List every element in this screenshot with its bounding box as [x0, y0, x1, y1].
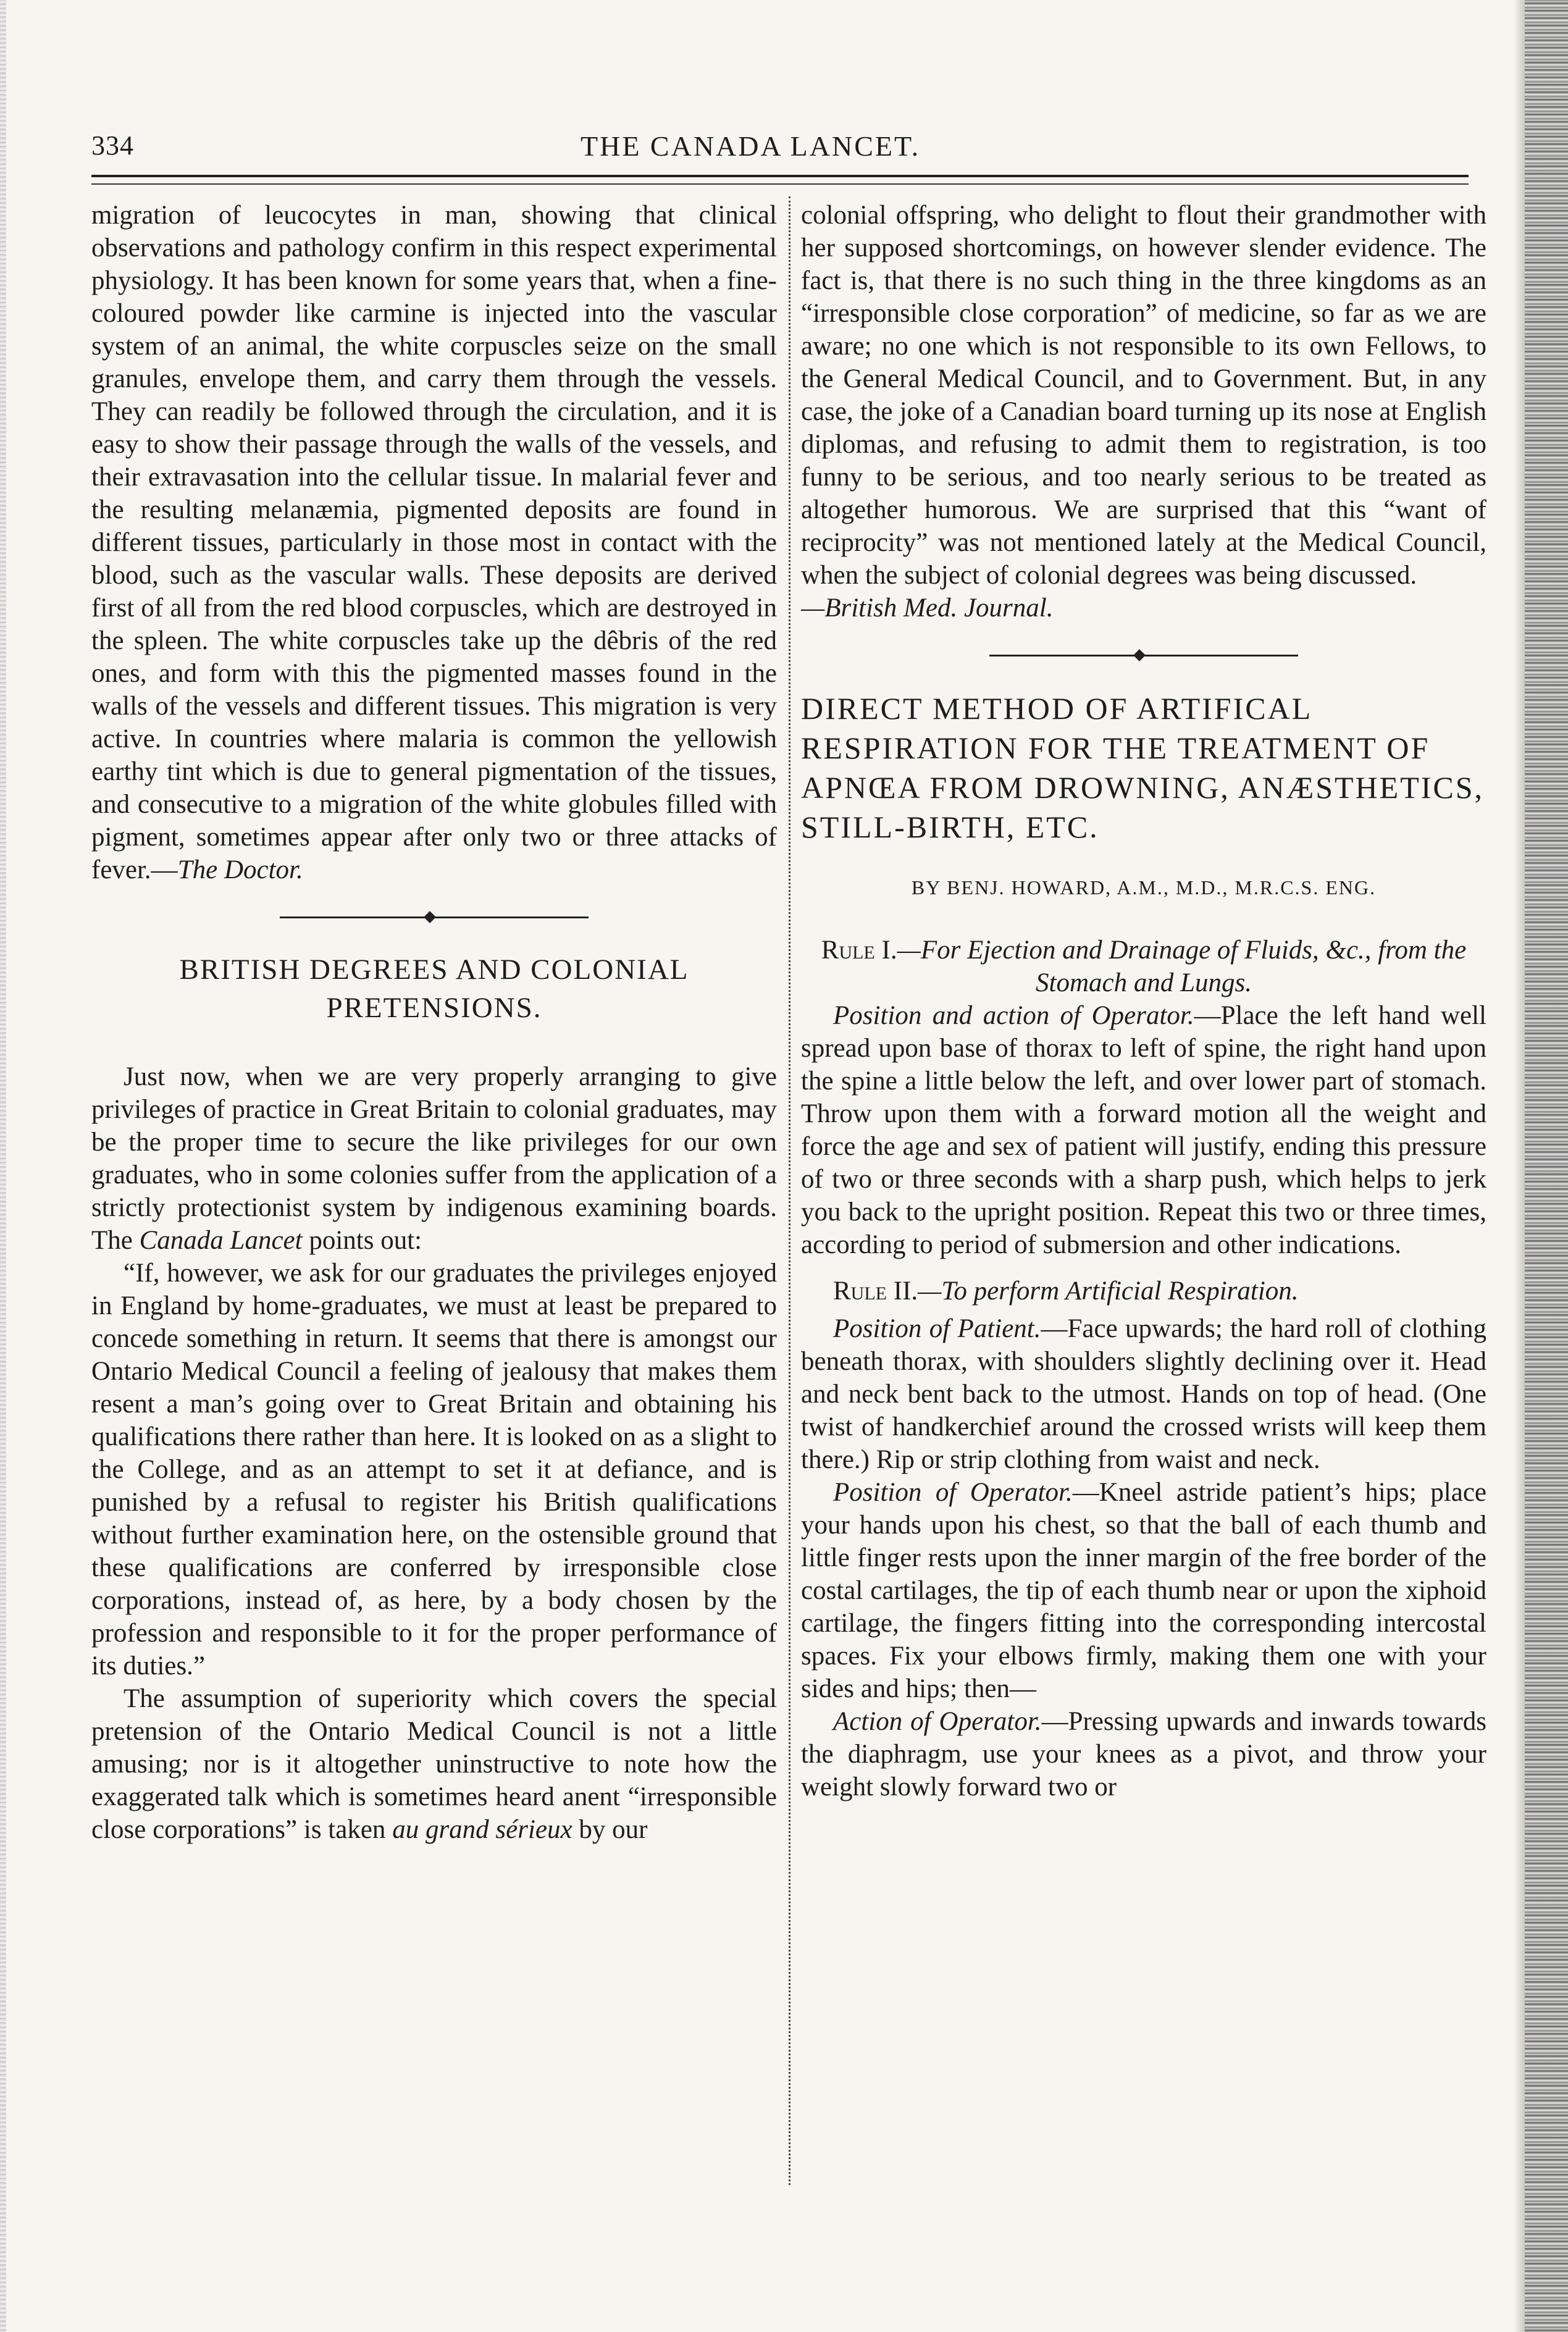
paragraph	[801, 1476, 1486, 1705]
rule-title: —For Ejection and Drainage of Fluids, &c., from the Stomach and Lungs.	[897, 936, 1467, 997]
paragraph	[91, 1682, 777, 1846]
column-separator	[789, 196, 790, 2185]
rule-label: Rule II.	[833, 1277, 918, 1306]
paragraph-heading: Position of Patient.	[833, 1314, 1041, 1343]
paragraph-heading: Action of Operator.	[833, 1707, 1042, 1736]
rule-label: Rule I.	[821, 936, 897, 965]
paragraph	[801, 1312, 1486, 1476]
paragraph	[801, 199, 1486, 592]
paragraph-heading: Position and action of Operator.	[833, 1001, 1194, 1030]
page-binding-shadow	[1514, 0, 1525, 2332]
paragraph-text: —Face upwards; the hard roll of clothing beneath thorax, with shoulders slightly declining over it. Head and neck bent back to the utmost. Hands on top of head. (One twist of handkerchief around the crossed wrists will keep them there.) Rip or strip clothing from waist and neck.	[801, 1314, 1486, 1474]
source-citation	[801, 592, 1486, 624]
paragraph	[801, 1705, 1486, 1803]
rule-heading	[801, 934, 1486, 999]
byline: BY BENJ. HOWARD, A.M., M.D., M.R.C.S. ENG.	[911, 876, 1377, 899]
italic-phrase: au grand sérieux	[392, 1815, 572, 1844]
rule-heading	[801, 1275, 1486, 1307]
rule-title: —To perform Artificial Respiration.	[918, 1277, 1299, 1306]
section-title: BRITISH DEGREES AND COLONIAL PRETENSIONS.	[179, 954, 689, 1024]
paragraph	[91, 1060, 777, 1257]
paragraph	[801, 999, 1486, 1261]
quoted-paragraph: “If, however, we ask for our graduates the privileges enjoyed in England by home-graduates, we must at least be prepared to concede something in return. It seems that there is amongst our Ontario Medical Council a feeling of jealousy that makes them resent a man’s going over to Great Britain and obtaining his qualifications there rather than here. It is looked on as a slight to the College, and as an attempt to set it at defiance, and is punished by a refusal to register his British qualifications without further examination here, on the ostensible ground that these qualifications are conferred by irresponsible close corporations, instead of, as here, by a body chosen by the profession and responsible to it for the proper performance of its duties.”	[91, 1259, 777, 1680]
paragraph-text: colonial offspring, who delight to flout their grandmother with her supposed shortcomings, on however slender evidence. The fact is, that there is no such thing in the three kingdoms as an “irresponsible close corporation” of medicine, so far as we are aware; no one which is not responsible to its own Fellows, to the General Medical Council, and to Government. But, in any case, the joke of a Canadian board turning up its nose at English diplomas, and refusing to admit them to registration, is too funny to be serious, and too nearly serious to be treated as altogether humorous. We are surprised that this “want of reciprocity” was not mentioned lately at the Medical Council, when the subject of colonial degrees was being discussed.	[801, 201, 1486, 590]
running-title: THE CANADA LANCET.	[581, 130, 921, 162]
header-rule-thin	[91, 183, 1469, 185]
paragraph-text: The assumption of superiority which covers the special pretension of the Ontario Medical Council is not a little amusing; nor is it altogether uninstructive to note how the exaggerated talk which is sometimes heard anent “irresponsible close corporations” is taken	[91, 1684, 777, 1844]
paragraph-text: points out:	[302, 1226, 422, 1255]
paragraph-text: —Kneel astride patient’s hips; place your hands upon his chest, so that the ball of each thumb and little finger rests upon the inner margin of the free border of the costal cartilages, the tip of each thumb near or upon the xiphoid cartilage, the fingers fitting into the corresponding intercostal spaces. Fix your elbows firmly, making them one with your sides and hips; then—	[801, 1478, 1486, 1703]
section-divider	[989, 649, 1298, 661]
right-column	[801, 199, 1486, 2194]
paragraph-heading: Position of Operator.	[833, 1478, 1073, 1507]
paragraph-text: —Place the left hand well spread upon base of thorax to left of spine, the right hand upon the spine a little below the left, and over lower part of stomach. Throw upon them with a forward motion all the weight and force the age and sex of patient will justify, ending this pressure of two or three seconds with a sharp push, which helps to jerk you back to the upright position. Repeat this two or three times, according to period of submersion and other indications.	[801, 1001, 1486, 1259]
paragraph-text: migration of leucocytes in man, showing that clinical observations and pathology confirm in this respect experimental physiology. It has been known for some years that, when a fine-coloured powder like carmine is injected into the vascular system of an animal, the white corpuscles seize on the small granules, envelope them, and carry them through the vessels. They can readily be followed through the circulation, and it is easy to show their passage through the walls of the vessels, and their extravasation into the cellular tissue. In malarial fever and the resulting melanæmia, pigmented deposits are found in different tissues, particularly in those most in contact with the blood, such as the vascular walls. These deposits are derived first of all from the red blood corpuscles, which are destroyed in the spleen. The white corpuscles take up the dêbris of the red ones, and form with this the pigmented masses found in the walls of the vessels and different tissues. This migration is very active. In countries where malaria is common the yellowish earthy tint which is due to general pigmentation of the tissues, and consecutive to a migration of the white globules filled with pigment, sometimes appear after only two or three attacks of fever.—	[91, 201, 777, 884]
header-rule-thick	[91, 175, 1469, 177]
section-title: DIRECT METHOD OF ARTIFICAL RESPIRATION FOR THE TREATMENT OF APNŒA FROM DROWNING, ANÆSTHETICS, STILL-BIRTH, ETC.	[801, 691, 1485, 844]
source-citation: The Doctor.	[177, 855, 303, 884]
page-right-edge	[1525, 0, 1568, 2332]
page-left-edge	[0, 0, 6, 2332]
paragraph	[91, 199, 777, 886]
source-citation-text: —British Med. Journal.	[801, 593, 1054, 623]
paragraph-text: —Pressing upwards and inwards towards the diaphragm, use your knees as a pivot, and throw your weight slowly forward two or	[801, 1707, 1486, 1801]
section-divider	[280, 911, 589, 923]
paragraph-text: Just now, when we are very properly arranging to give privileges of practice in Great Britain to colonial graduates, may be the proper time to secure the like privileges for our own graduates, who in some colonies suffer from the application of a strictly protectionist system by indigenous examining boards. The	[91, 1062, 777, 1255]
paragraph-text: by our	[572, 1815, 648, 1844]
page-number: 334	[91, 130, 134, 161]
left-column	[91, 199, 777, 2194]
italic-title: Canada Lancet	[139, 1226, 303, 1255]
